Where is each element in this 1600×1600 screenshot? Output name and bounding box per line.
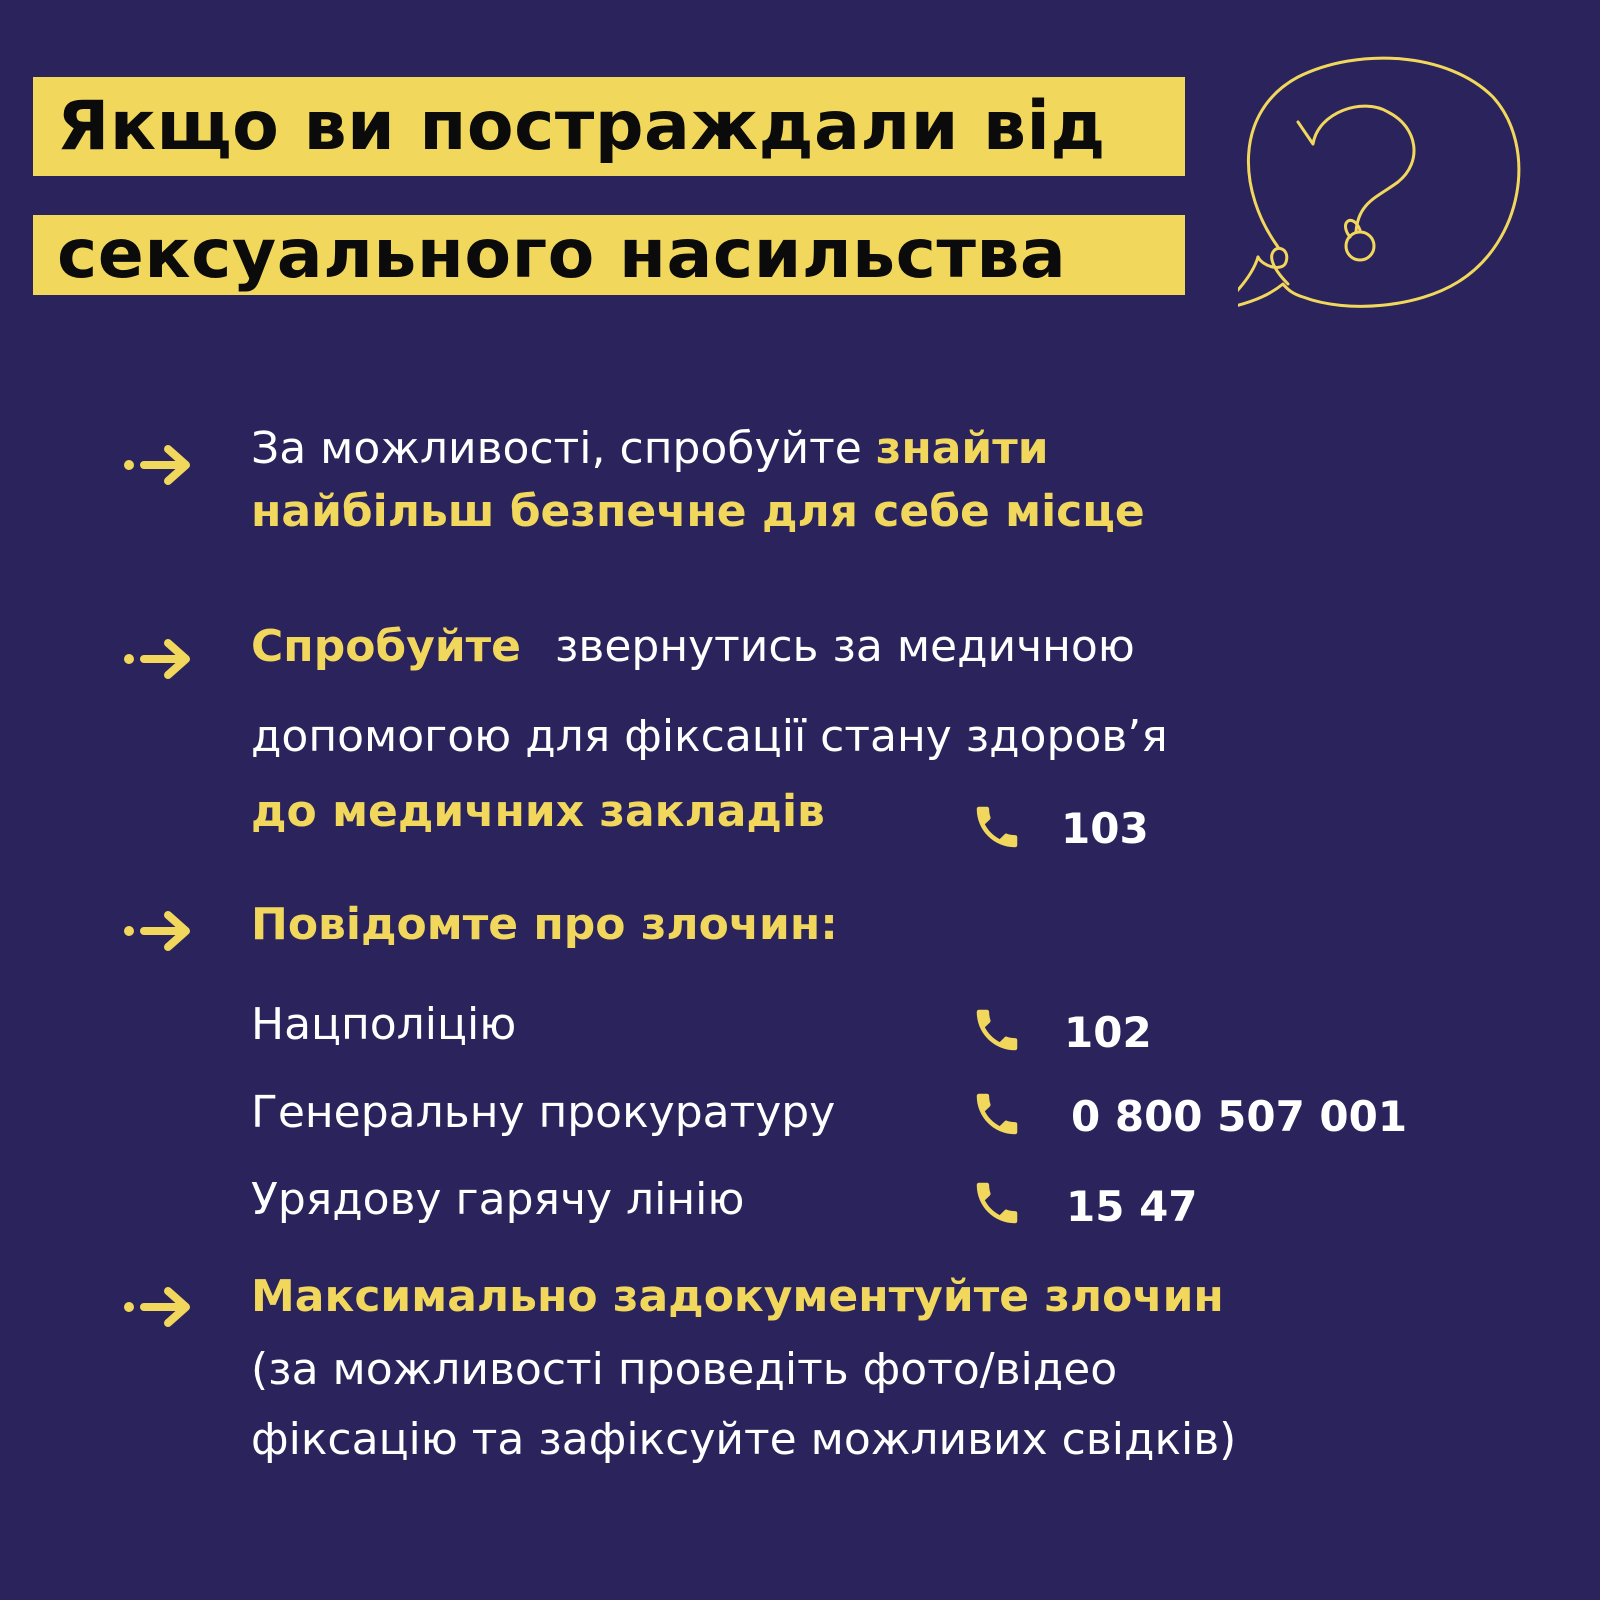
safe-place-plain: За можливості, спробуйте <box>251 423 876 474</box>
medical-plain-1: звернутись за медичною <box>555 621 1135 672</box>
contact-label: Нацполіцію <box>251 999 517 1050</box>
report-highlight: Повідомте про злочин: <box>251 899 838 950</box>
contact-phone-number: 15 47 <box>1066 1182 1198 1231</box>
phone-icon <box>970 1176 1024 1230</box>
phone-icon <box>970 800 1024 854</box>
safe-place-highlight-1: знайти <box>875 423 1049 474</box>
arrow-right-icon <box>120 634 200 684</box>
contact-phone-number: 102 <box>1064 1008 1152 1057</box>
safe-place-highlight-2: найбільш безпечне для себе місце <box>251 485 1145 537</box>
safe-place-text <box>251 424 1145 537</box>
arrow-right-icon <box>120 440 200 490</box>
arrow-right-icon <box>120 1282 200 1332</box>
headline-line-1: Якщо ви постраждали від <box>33 77 1185 176</box>
contact-label: Генеральну прокуратуру <box>251 1087 836 1138</box>
contact-phone-number: 0 800 507 001 <box>1071 1092 1408 1141</box>
document-plain-1: (за можливості проведіть фото/відео <box>251 1344 1118 1395</box>
document-highlight: Максимально задокументуйте злочин <box>251 1271 1224 1322</box>
contact-label: Урядову гарячу лінію <box>251 1174 745 1225</box>
phone-icon <box>970 1003 1024 1057</box>
headline-line-2: сексуального насильства <box>33 215 1185 295</box>
medical-highlight-2: до медичних закладів <box>251 786 825 837</box>
medical-line-1 <box>251 622 1135 673</box>
medical-plain-2: допомогою для фіксації стану здоров’я <box>251 711 1168 762</box>
document-plain-2: фіксацію та зафіксуйте можливих свідків) <box>251 1414 1237 1465</box>
question-speech-bubble-icon <box>1238 52 1528 322</box>
phone-icon <box>970 1087 1024 1141</box>
medical-phone-number: 103 <box>1061 804 1149 853</box>
arrow-right-icon <box>120 906 200 956</box>
medical-highlight: Спробуйте <box>251 621 521 672</box>
